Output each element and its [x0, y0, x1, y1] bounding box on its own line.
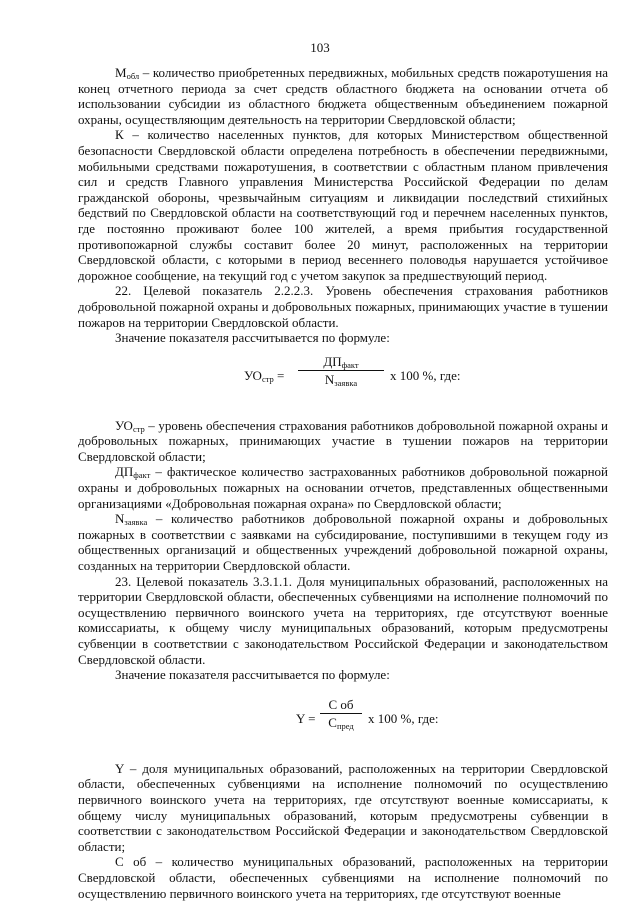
formula2-fraction-bar — [320, 713, 362, 714]
paragraph-c-ob: С об – количество муниципальных образований, расположенных на территории Свердловской области, обеспеченных субвенциями на исполнение полномочий по осуществлению первичного воинского учета на территориях, где отсутствуют военные — [78, 854, 608, 901]
formula2-lhs: Y = — [296, 710, 316, 726]
formula1-numerator: $ДП_{факт}$ — [323, 353, 359, 370]
paragraph-dp-fakt: $ДП_{факт}$ – фактическое количество застрахованных работников добровольной пожарной охраны и добровольных пожарных на основании отчетов, представленных общественными организациями «Добровольная пожарная охрана» по Свердловской области; — [78, 464, 608, 511]
paragraph-formula-intro-2: Значение показателя рассчитывается по формуле: — [115, 667, 390, 683]
paragraph-m-obl: $М_{обл}$ – количество приобретенных передвижных, мобильных средств пожаротушения на конец отчетного периода за счет средств областного бюджета на основании отчета об использовании субсидии из областного бюджета общественным объединением пожарной охраны, осуществляющим деятельность на территории Свердловской области; — [78, 65, 608, 127]
formula1-lhs: $УО_{стр}$ = — [244, 367, 285, 384]
paragraph-indicator-22: 22. Целевой показатель 2.2.2.3. Уровень обеспечения страхования работников добровольной пожарной охраны и добровольных пожарных, принимающих участие в тушении пожаров на территории Свердловской области. — [78, 283, 608, 330]
formula2-fraction — [320, 697, 362, 731]
paragraph-formula-intro-1: Значение показателя рассчитывается по формуле: — [115, 330, 390, 346]
formula2-denominator: $С_{пред}$ — [328, 715, 354, 732]
formula-municipal-share — [78, 697, 608, 747]
formula-insurance-level — [78, 354, 608, 404]
formula1-tail: x 100 %, где: — [390, 367, 461, 383]
paragraph-n-zayavka: $N_{заявка}$ – количество работников добровольной пожарной охраны и добровольных пожарных в соответствии с заявками на субсидирование, поступившими в текущем году из общественных организаций и общественных учреждений добровольной пожарной охраны, созданных на территории Свердловской области. — [78, 511, 608, 574]
page-number: 103 — [310, 40, 330, 55]
formula1-fraction — [298, 354, 384, 388]
paragraph-k: К – количество населенных пунктов, для которых Министерством общественной безопасности Свердловской области определена потребность в обеспечении передвижными, мобильными средствами пожаротушения, в соответствии с областным планом привлечения сил и средств Главного управления Министерства Российской Федерации по делам гражданской обороны, чрезвычайным ситуациям и ликвидации последствий стихийных бедствий по Свердловской области на соответствующий год и перечнем населенных пунктов, где постоянно проживают более 100 жителей, а время прибытия государственной противопожарной службы составит более 20 минут, расположенных на территории Свердловской области, с которыми в период весеннего половодья нарушается устойчивое дорожное сообщение, на текущий год с учетом закупок за предшествующий период. — [78, 127, 608, 283]
paragraph-indicator-23: 23. Целевой показатель 3.3.1.1. Доля муниципальных образований, расположенных на территории Свердловской области, обеспеченных субвенциями на исполнение полномочий по осуществлению первичного воинского учета на территориях, где отсутствуют военные комиссариаты, к общему числу муниципальных образований, которым предусмотрены субвенции в соответствии с законодательством Российской Федерации и законодательством Свердловской области. — [78, 573, 608, 667]
paragraph-y: Y – доля муниципальных образований, расположенных на территории Свердловской области, обеспеченных субвенциями на исполнение полномочий по осуществлению первичного воинского учета на территориях, где отсутствуют военные комиссариаты, к общему числу муниципальных образований, которым предусмотрены субвенции в соответствии с законодательством Российской Федерации и законодательством Свердловской области; — [78, 760, 608, 854]
formula2-numerator: С об — [328, 696, 354, 712]
formula1-fraction-bar — [298, 370, 384, 371]
formula2-tail: x 100 %, где: — [368, 710, 439, 726]
paragraph-uo-str: $УО_{стр}$ – уровень обеспечения страхования работников добровольной пожарной охраны и добровольных пожарных, принимающих участие в тушении пожаров на территории Свердловской области; — [78, 417, 608, 464]
formula1-denominator: $N_{заявка}$ — [324, 372, 358, 389]
document-body — [78, 65, 608, 901]
